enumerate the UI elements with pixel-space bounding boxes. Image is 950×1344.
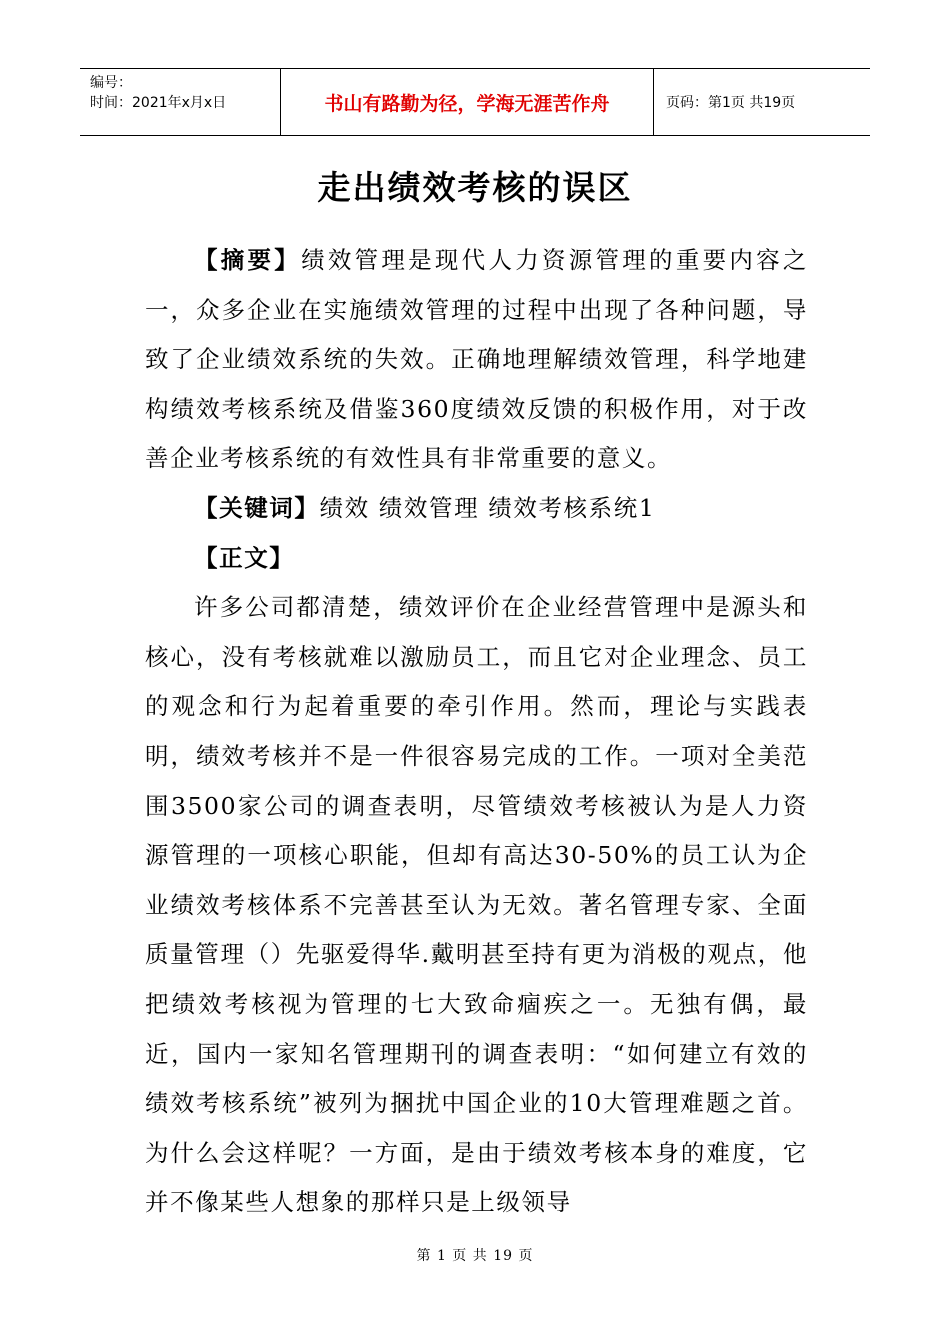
abstract-label: 【摘要】 (194, 246, 302, 274)
keywords-paragraph (145, 484, 808, 534)
body-heading (145, 534, 808, 584)
body-heading-label: 【正文】 (194, 543, 295, 572)
keywords-text: 绩效 绩效管理 绩效考核系统1 (319, 493, 656, 522)
header-motto: 书山有路勤为径，学海无涯苦作舟 (281, 69, 654, 135)
time-label: 时间：2021年x月x日 (90, 95, 227, 111)
number-label: 编号： (90, 75, 132, 91)
document-body (145, 236, 808, 1228)
keywords-label: 【关键词】 (194, 493, 320, 522)
abstract-paragraph (145, 236, 808, 484)
body-paragraph: 许多公司都清楚，绩效评价在企业经营管理中是源头和核心，没有考核就难以激励员工，而且它对企业理念、员工的观念和行为起着重要的牵引作用。然而，理论与实践表明，绩效考核并不是一件很容易完成的工作。一项对全美范围3500家公司的调查表明，尽管绩效考核被认为是人力资源管理的一项核心职能，但却有高达30-50%的员工认为企业绩效考核体系不完善甚至认为无效。著名管理专家、全面质量管理（）先驱爱得华.戴明甚至持有更为消极的观点，他把绩效考核视为管理的七大致命痼疾之一。无独有偶，最近，国内一家知名管理期刊的调查表明：“如何建立有效的绩效考核系统”被列为捆扰中国企业的10大管理难题之首。为什么会这样呢？一方面，是由于绩效考核本身的难度，它并不像某些人想象的那样只是上级领导 (145, 593, 808, 1217)
header-meta-cell (80, 69, 281, 135)
document-header (80, 68, 870, 136)
page-footer: 第 1 页 共 19 页 (416, 1248, 534, 1264)
abstract-text: 绩效管理是现代人力资源管理的重要内容之一，众多企业在实施绩效管理的过程中出现了各种问题，导致了企业绩效系统的失效。正确地理解绩效管理，科学地建构绩效考核系统及借鉴360度绩效反馈的积极作用，对于改善企业考核系统的有效性具有非常重要的意义。 (145, 246, 808, 473)
header-page-info: 页码：第1页 共19页 (666, 95, 796, 111)
document-title: 走出绩效考核的误区 (317, 168, 633, 207)
